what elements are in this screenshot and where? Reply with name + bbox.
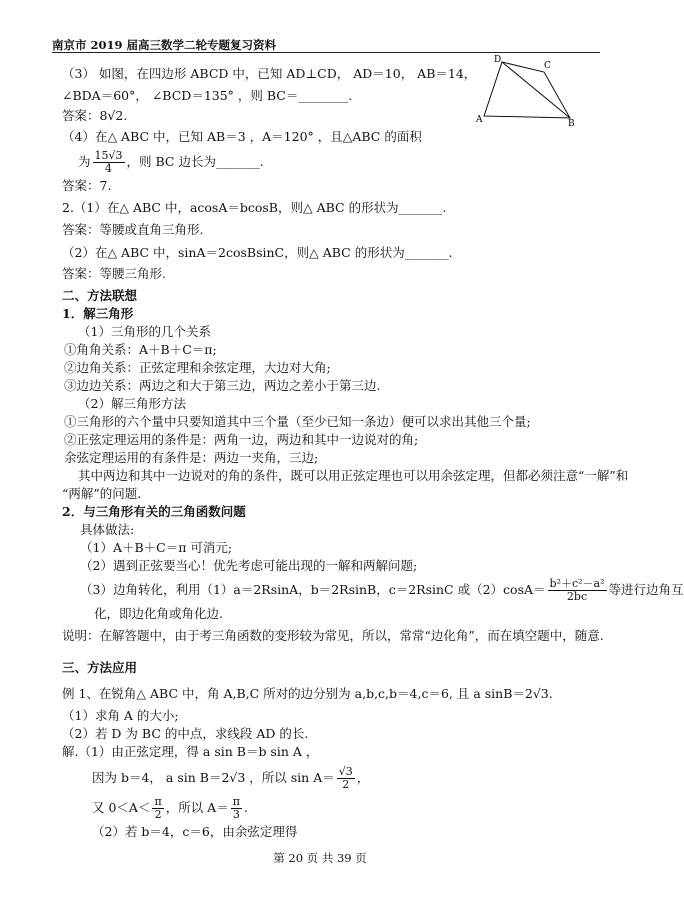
pi-half-fraction <box>152 796 163 821</box>
sin-denominator: 2 <box>342 778 350 791</box>
method-line-3: ②边角关系：正弦定理和余弦定理，大边对大角; <box>64 360 331 375</box>
question-3-line-2: ∠BDA＝60°， ∠BCD＝135° ，则 BC＝________. <box>62 88 353 103</box>
q4-post: ，则 BC 边长为_______. <box>126 154 264 169</box>
example-1-part-1: （1）求角 A 的大小; <box>62 708 179 723</box>
sol2-post: ， <box>356 770 370 785</box>
tips-line-3: （2）遇到正弦要当心！优先考虑可能出现的一解和两解问题; <box>80 558 418 573</box>
example-1-part-2: （2）若 D 为 BC 的中点，求线段 AD 的长. <box>62 726 309 741</box>
method-line-2: ①角角关系：A＋B＋C＝π; <box>64 342 217 357</box>
method-line-1: （1）三角形的几个关系 <box>78 324 211 339</box>
tips-line-2: （1）A＋B＋C＝π 可消元; <box>80 540 233 555</box>
quadrilateral-figure <box>476 52 596 132</box>
solution-line-2 <box>92 766 369 791</box>
question-4-line-1: （4）在△ ABC 中，已知 AB＝3 ，A＝120° ，且△ABC 的面积 <box>62 129 422 144</box>
page-footer: 第 20 页 共 39 页 <box>273 851 367 865</box>
cos-fraction <box>548 578 607 603</box>
label-c: C <box>544 61 551 71</box>
sol2-pre: 因为 b＝4， a sin B＝2√3 ，所以 sin A＝ <box>92 770 335 785</box>
subsection-1-heading: 1．解三角形 <box>62 306 134 321</box>
tips-line-5: 化，即边化角或角化边. <box>94 606 223 621</box>
tips-line-4 <box>80 578 684 603</box>
area-denominator: 4 <box>105 162 113 175</box>
question-4-line-2 <box>78 150 264 175</box>
solution-line-1: 解.（1）由正弦定理，得 a sin B＝b sin A ， <box>62 744 319 759</box>
label-b: B <box>568 119 575 129</box>
tips-4-post: 等进行边角互 <box>608 582 684 597</box>
tips-4-pre: （3）边角转化，利用（1）a＝2RsinA，b＝2RsinB，c＝2RsinC 或（2）cosA＝ <box>80 582 546 597</box>
pi-half-denominator: 2 <box>154 808 162 821</box>
method-line-4: ③边边关系：两边之和大于第三边，两边之差小于第三边. <box>64 378 381 393</box>
solution-line-4: （2）若 b＝4，c＝6，由余弦定理得 <box>92 824 298 839</box>
method-line-7: ②正弦定理运用的条件是：两角一边，两边和其中一边说对的角; <box>64 432 419 447</box>
pi-third-fraction <box>231 796 242 821</box>
label-a: A <box>476 115 483 125</box>
sin-numerator: √3 <box>338 765 353 778</box>
answer-2-2: 答案：等腰三角形. <box>62 266 166 281</box>
tips-line-1: 具体做法: <box>80 522 135 537</box>
quadrilateral-outline <box>484 62 570 118</box>
question-3-line-1: （3） 如图，在四边形 ABCD 中，已知 AD⊥CD， AD＝10， AB＝14， <box>62 66 477 81</box>
method-line-5: （2）解三角形方法 <box>78 396 186 411</box>
solution-line-3 <box>92 796 248 821</box>
q4-pre: 为 <box>78 154 91 169</box>
answer-3: 答案：8√2. <box>62 108 128 123</box>
sol3-pre: 又 0＜A＜ <box>92 800 151 815</box>
section-2-heading: 二、方法联想 <box>62 288 138 303</box>
question-2-2: （2）在△ ABC 中，sinA＝2cosBsinC，则△ ABC 的形状为_______. <box>62 245 453 260</box>
pi-third-numerator: π <box>232 795 240 808</box>
cos-denominator: 2bc <box>566 590 588 603</box>
answer-4: 答案：7. <box>62 178 112 193</box>
pi-half-numerator: π <box>154 795 162 808</box>
method-line-9: 其中两边和其中一边说对的角的条件，既可以用正弦定理也可以用余弦定理，但都必须注意“一解”和 <box>78 468 629 483</box>
method-line-8: 余弦定理运用的有条件是：两边一夹角，三边; <box>64 450 319 465</box>
method-line-10: “两解”的问题. <box>62 486 142 501</box>
pi-third-denominator: 3 <box>232 808 240 821</box>
example-1-statement: 例 1、在锐角△ ABC 中，角 A,B,C 所对的边分别为 a,b,c,b＝4,c＝6, 且 a sinB＝2√3. <box>62 686 553 701</box>
sin-fraction <box>337 766 355 791</box>
section-3-heading: 三、方法应用 <box>62 660 138 675</box>
label-d: D <box>494 55 502 65</box>
answer-2-1: 答案：等腰或直角三角形. <box>62 222 204 237</box>
page-header <box>52 36 600 53</box>
area-numerator: 15√3 <box>94 149 123 162</box>
area-fraction <box>93 150 125 175</box>
note-line: 说明：在解答题中，由于考三角函数的变形较为常见，所以，常常“边化角”，而在填空题中，随意. <box>62 628 604 643</box>
cos-numerator: b²＋c²－a² <box>549 577 605 590</box>
question-2-1: 2.（1）在△ ABC 中，acosA＝bcosB，则△ ABC 的形状为_______. <box>62 200 447 215</box>
header-title: 南京市 2019 届高三数学二轮专题复习资料 <box>52 38 277 52</box>
sol3-mid: ，所以 A＝ <box>165 800 229 815</box>
sol3-post: . <box>243 800 248 815</box>
method-line-6: ①三角形的六个量中只要知道其中三个量（至少已知一条边）便可以求出其他三个量; <box>64 414 531 429</box>
subsection-2-heading: 2．与三角形有关的三角函数问题 <box>62 504 246 519</box>
